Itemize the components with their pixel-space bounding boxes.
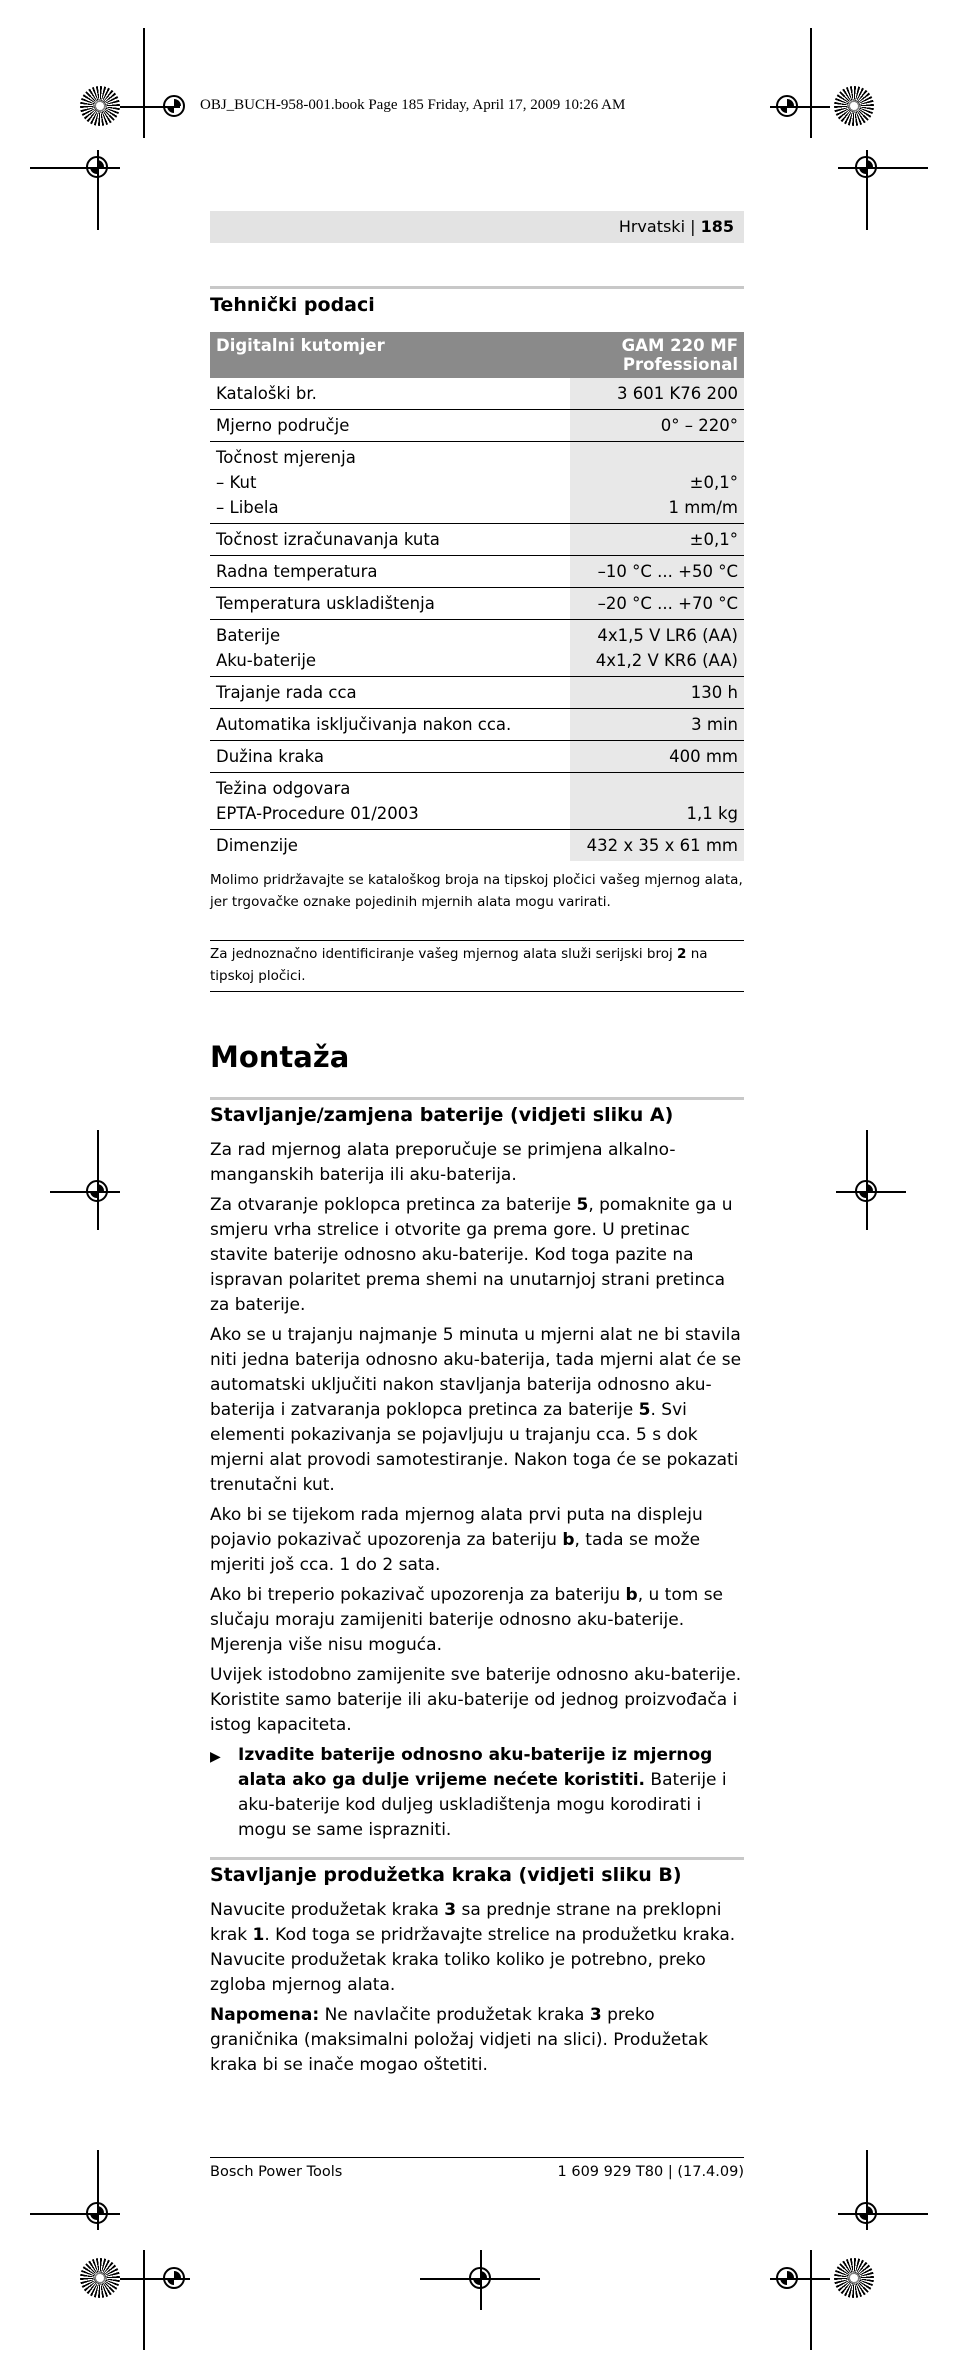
table-row: Mjerno područje 0° – 220° bbox=[210, 410, 744, 442]
warning-bullet: ▶ Izvadite baterije odnosno aku-baterije iz mjernog alata ako ga dulje vrijeme nećete koristiti. Baterije i aku-baterije kod duljeg uskladištenja mogu korodirati i mogu se same isprazniti. bbox=[210, 1743, 744, 1843]
footer-publisher: Bosch Power Tools bbox=[210, 2164, 343, 2180]
table-row: Težina odgovara EPTA-Procedure 01/2003 1,1 kg bbox=[210, 773, 744, 830]
arm-extension-body bbox=[210, 1898, 744, 2083]
catalogue-note: Molimo pridržavajte se kataloškog broja na tipskoj pločici vašeg mjernog alata, jer trgovačke oznake pojedinih mjernih alata mogu varirati. bbox=[210, 872, 743, 910]
battery-section-body bbox=[210, 1138, 744, 1843]
table-row: Točnost izračunavanja kuta ±0,1° bbox=[210, 524, 744, 556]
section-title-tech-data: Tehnički podaci bbox=[210, 294, 375, 316]
paragraph: Navucite produžetak kraka 3 sa prednje strane na preklopni krak 1. Kod toga se pridržavajte strelice na produžetku kraka. Navucite produžetak kraka toliko koliko je potrebno, preko zgloba mjernog alata. bbox=[210, 1900, 736, 1995]
table-header-left: Digitalni kutomjer bbox=[210, 332, 570, 378]
table-row: Temperatura uskladištenja –20 °C ... +70 °C bbox=[210, 588, 744, 620]
section-title-arm-extension: Stavljanje produžetka kraka (vidjeti sliku B) bbox=[210, 1864, 682, 1886]
paragraph: Ako bi se tijekom rada mjernog alata prvi puta na displeju pojavio pokazivač upozorenja za bateriju b, tada se može mjeriti još cca. 1 do 2 sata. bbox=[210, 1505, 703, 1575]
paragraph: Ako se u trajanju najmanje 5 minuta u mjerni alat ne bi stavila niti jedna baterija odnosno aku-baterija, tada mjerni alat će se automatski uključiti nakon stavljanja baterija odnosno aku-baterija i zatvaranja poklopca pretinca za baterije 5. Svi elementi pokazivanja se pojavljuju u trajanju cca. 5 s dok mjerni alat provodi samotestiranje. Nakon toga će se pokazati trenutačni kut. bbox=[210, 1325, 742, 1495]
table-header-right: GAM 220 MF Professional bbox=[570, 332, 744, 378]
table-row: Točnost mjerenja – Kut – Libela ±0,1° 1 mm/m bbox=[210, 442, 744, 524]
paragraph: Za otvaranje poklopca pretinca za baterije 5, pomaknite ga u smjeru vrha strelice i otvorite ga prema gore. U pretinac stavite baterije odnosno aku-baterije. Kod toga pazite na ispravan polaritet prema shemi na unutarnjoj strani pretinca za baterije. bbox=[210, 1195, 733, 1315]
paragraph: Ako bi treperio pokazivač upozorenja za bateriju b, u tom se slučaju moraju zamijeniti baterije odnosno aku-baterije. Mjerenja više nisu moguća. bbox=[210, 1585, 724, 1655]
paragraph: Napomena: Ne navlačite produžetak kraka 3 preko graničnika (maksimalni položaj vidjeti na slici). Produžetak kraka bi se inače mogao oštetiti. bbox=[210, 2005, 709, 2075]
page-number: 185 bbox=[700, 217, 734, 236]
bullet-triangle-icon: ▶ bbox=[210, 1749, 221, 1765]
serial-number-note: Za jednoznačno identificiranje vašeg mjernog alata služi serijski broj 2 na tipskoj pločici. bbox=[210, 946, 708, 984]
section-title-battery: Stavljanje/zamjena baterije (vidjeti sliku A) bbox=[210, 1104, 674, 1126]
table-row: Dimenzije 432 x 35 x 61 mm bbox=[210, 830, 744, 862]
paragraph: Uvijek istodobno zamijenite sve baterije odnosno aku-baterije. Koristite samo baterije ili aku-baterije od jednog proizvođača i istog kapaciteta. bbox=[210, 1665, 742, 1735]
registration-rosette-icon bbox=[834, 2258, 874, 2298]
table-row: Kataloški br. 3 601 K76 200 bbox=[210, 378, 744, 410]
registration-rosette-icon bbox=[80, 2258, 120, 2298]
table-row: Trajanje rada cca 130 h bbox=[210, 677, 744, 709]
paragraph: Za rad mjernog alata preporučuje se primjena alkalno-manganskih baterija ili aku-baterija. bbox=[210, 1140, 676, 1185]
section-rule bbox=[210, 1857, 744, 1860]
chapter-title-montaza: Montaža bbox=[210, 1040, 350, 1074]
spec-table-header bbox=[210, 332, 744, 378]
section-rule bbox=[210, 1097, 744, 1100]
header-language: Hrvatski bbox=[618, 217, 686, 236]
table-row: Automatika isključivanja nakon cca. 3 min bbox=[210, 709, 744, 741]
table-row: Baterije Aku-baterije 4x1,5 V LR6 (AA) 4x1,2 V KR6 (AA) bbox=[210, 620, 744, 677]
table-row: Dužina kraka 400 mm bbox=[210, 741, 744, 773]
table-row: Radna temperatura –10 °C ... +50 °C bbox=[210, 556, 744, 588]
registration-rosette-icon bbox=[834, 86, 874, 126]
spec-table bbox=[210, 332, 744, 861]
registration-rosette-icon bbox=[80, 86, 120, 126]
header-separator: | bbox=[690, 217, 696, 236]
running-header bbox=[210, 211, 744, 243]
footer-doc-number: 1 609 929 T80 | (17.4.09) bbox=[557, 2164, 744, 2180]
section-rule bbox=[210, 286, 744, 289]
print-slug: OBJ_BUCH-958-001.book Page 185 Friday, April 17, 2009 10:26 AM bbox=[200, 97, 626, 113]
